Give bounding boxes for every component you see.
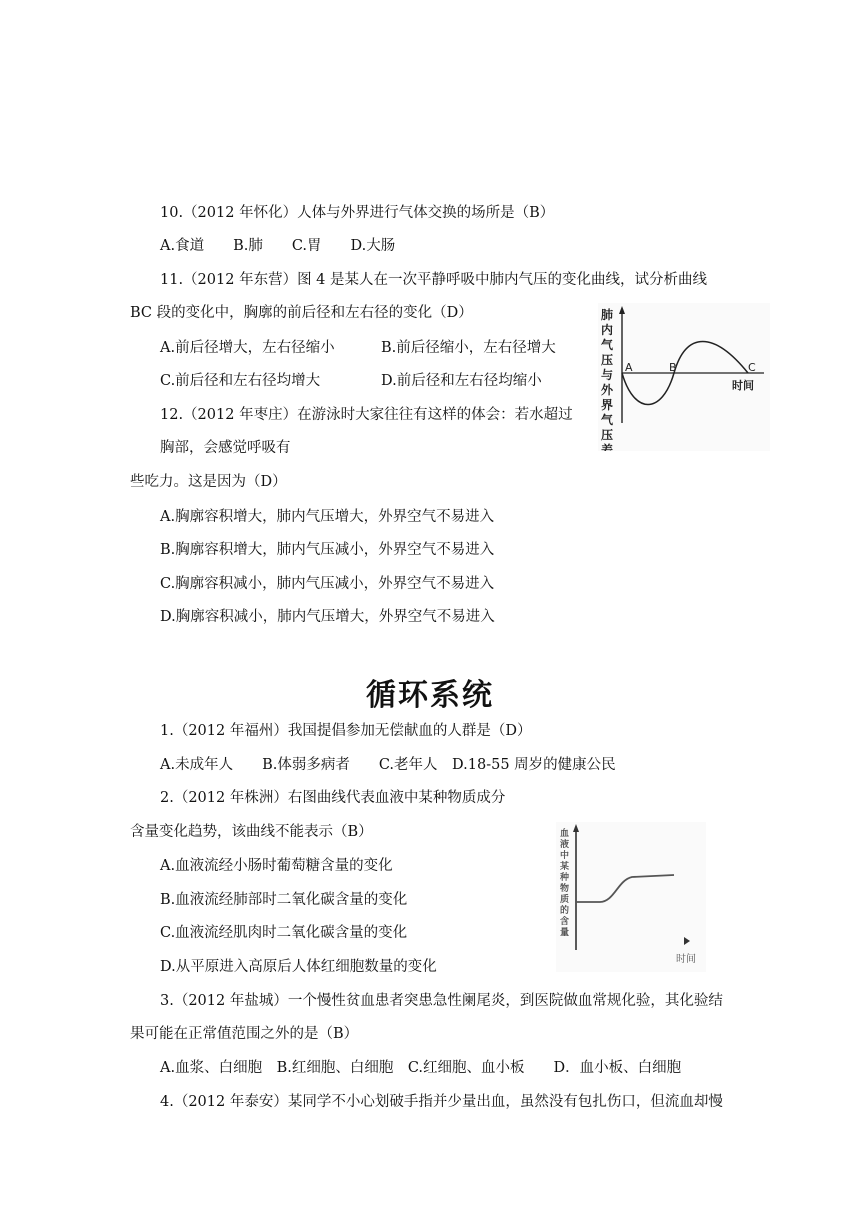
q11-figure <box>598 303 770 451</box>
q12-stem-line1: 12.（2012 年枣庄）在游泳时大家往往有这样的体会：若水超过 <box>160 407 573 423</box>
content-curve-diagram <box>556 822 706 972</box>
s2-q2-figure-ylabel: 血 液 中 某 种 物 质 的 含 量 <box>560 829 570 938</box>
pressure-curve-diagram <box>598 303 770 451</box>
q10-stem: 10.（2012 年怀化）人体与外界进行气体交换的场所是（B） <box>160 205 555 221</box>
s2-q2-option-b: B.血液流经肺部时二氧化碳含量的变化 <box>160 892 408 908</box>
q11-point-b: B <box>669 361 677 374</box>
q12-stem-line3: 些吃力。这是因为（D） <box>130 474 287 490</box>
s2-q2-figure-xlabel: 时间 <box>676 954 696 965</box>
q11-option-b: B.前后径缩小，左右径增大 <box>381 340 556 356</box>
section-title: 循环系统 <box>366 678 494 713</box>
q12-option-a: A.胸廓容积增大，肺内气压增大，外界空气不易进入 <box>160 509 495 525</box>
s2-q2-option-d: D.从平原进入高原后人体红细胞数量的变化 <box>160 959 437 975</box>
q11-point-a: A <box>625 361 633 374</box>
s2-q2-stem-line2: 含量变化趋势，该曲线不能表示（B） <box>130 824 373 840</box>
q12-option-d: D.胸廓容积减小，肺内气压增大，外界空气不易进入 <box>160 609 495 625</box>
q11-figure-ylabel: 肺 内 气 压 与 外 界 气 压 差 <box>601 308 614 451</box>
q12-option-b: B.胸廓容积增大，肺内气压减小，外界空气不易进入 <box>160 542 495 558</box>
s2-q3-stem-line2: 果可能在正常值范围之外的是（B） <box>130 1026 359 1042</box>
s2-q2-option-c: C.血液流经肌肉时二氧化碳含量的变化 <box>160 925 408 941</box>
s2-q1-stem: 1.（2012 年福州）我国提倡参加无偿献血的人群是（D） <box>160 723 532 739</box>
s2-q1-options: A.未成年人 B.体弱多病者 C.老年人 D.18-55 周岁的健康公民 <box>160 757 616 773</box>
q11-option-a: A.前后径增大，左右径缩小 <box>160 340 335 356</box>
q11-stem-line1: 11.（2012 年东营）图 4 是某人在一次平静呼吸中肺内气压的变化曲线，试分析曲线 <box>160 272 708 288</box>
s2-q2-stem-line1: 2.（2012 年株洲）右图曲线代表血液中某种物质成分 <box>160 790 506 806</box>
q11-option-d: D.前后径和左右径均缩小 <box>381 373 542 389</box>
q12-option-c: C.胸廓容积减小，肺内气压减小，外界空气不易进入 <box>160 576 495 592</box>
q12-stem-line2: 胸部，会感觉呼吸有 <box>160 440 291 456</box>
q11-option-c: C.前后径和左右径均增大 <box>160 373 321 389</box>
s2-q3-options: A.血浆、白细胞 B.红细胞、白细胞 C.红细胞、血小板 D．血小板、白细胞 <box>160 1060 682 1076</box>
q11-figure-xlabel: 时间 <box>732 379 754 392</box>
s2-q2-figure <box>556 822 706 972</box>
s2-q4-stem-line1: 4.（2012 年泰安）某同学不小心划破手指并少量出血，虽然没有包扎伤口，但流血却慢 <box>160 1094 723 1110</box>
q10-options: A.食道 B.肺 C.胃 D.大肠 <box>160 238 396 254</box>
s2-q3-stem-line1: 3.（2012 年盐城）一个慢性贫血患者突患急性阑尾炎，到医院做血常规化验，其化验结 <box>160 993 723 1009</box>
s2-q2-option-a: A.血液流经小肠时葡萄糖含量的变化 <box>160 858 393 874</box>
q11-point-c: C <box>748 361 756 374</box>
q11-stem-line2: BC 段的变化中，胸廓的前后径和左右径的变化（D） <box>130 305 473 321</box>
